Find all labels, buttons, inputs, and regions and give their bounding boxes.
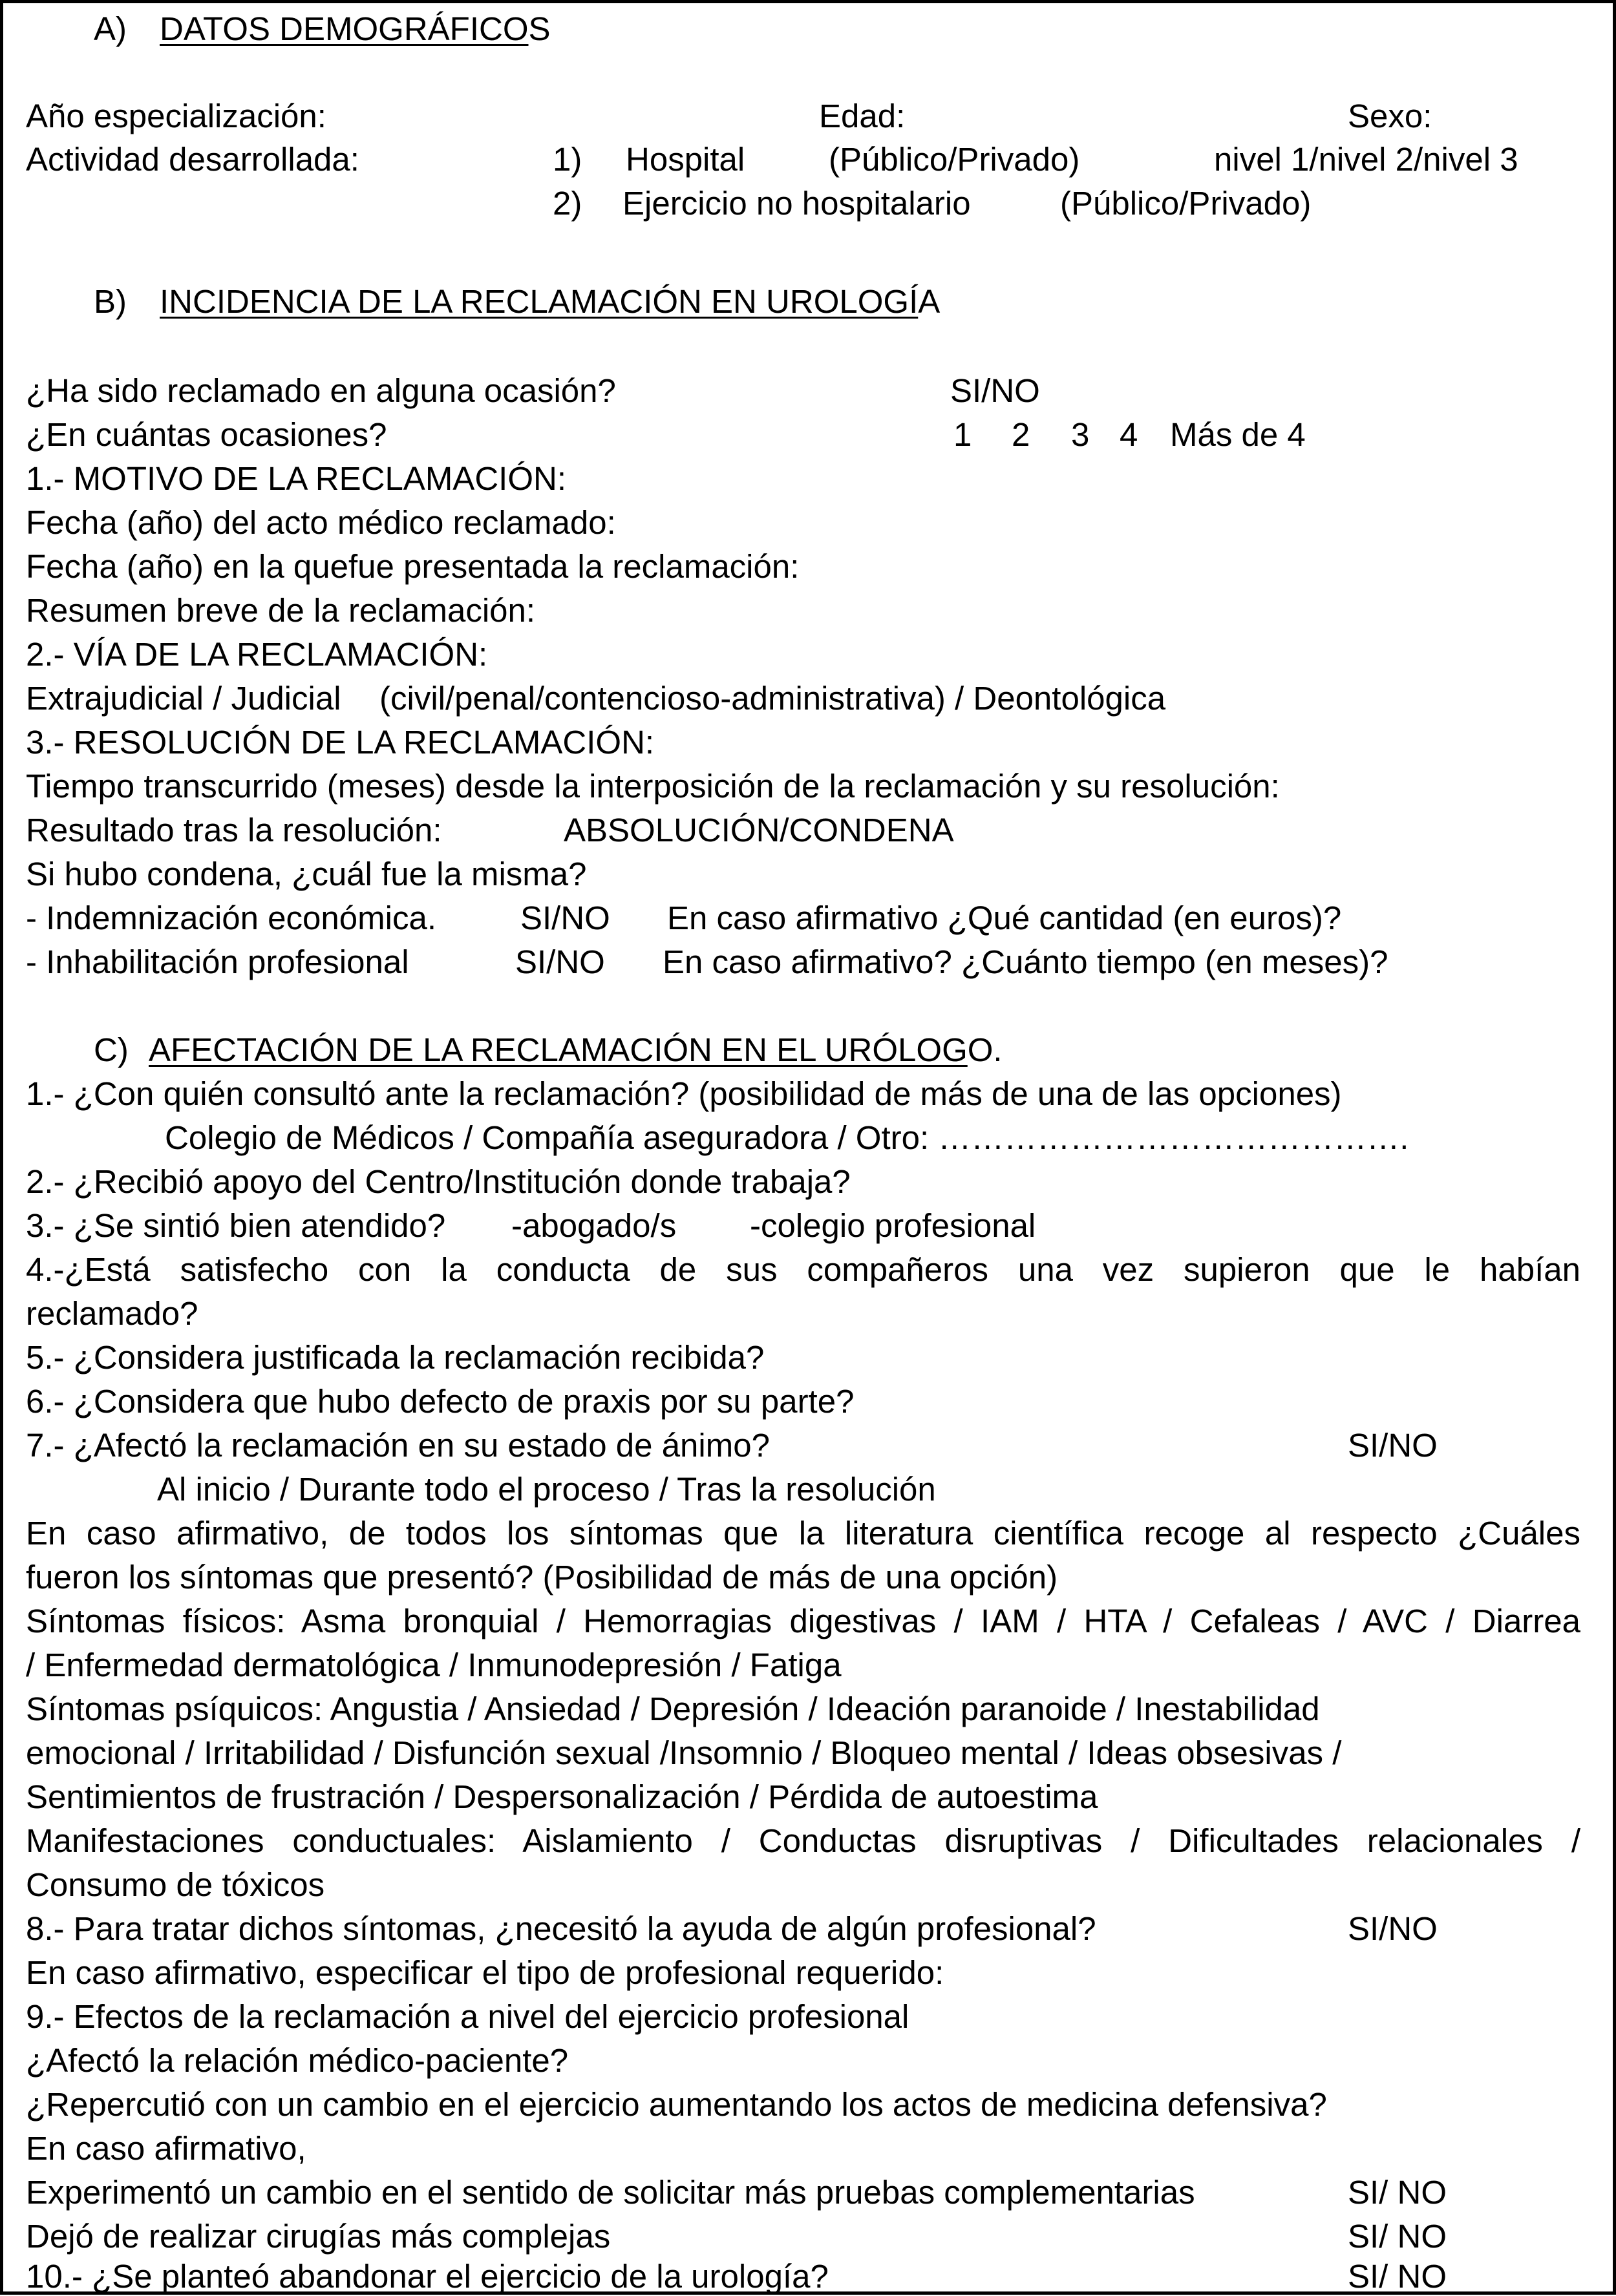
sintomas-psiquicos-3: Sentimientos de frustración / Despersonalización / Pérdida de autoestima	[26, 1778, 1098, 1815]
opcion-no-hospitalario-tipo: (Público/Privado)	[1060, 185, 1312, 222]
opcion-1-numero: 1)	[553, 141, 582, 178]
c-q9: 9.- Efectos de la reclamación a nivel del ejercicio profesional	[26, 1998, 909, 2035]
sintomas-intro-2: fueron los síntomas que presentó? (Posibilidad de más de una opción)	[26, 1559, 1058, 1596]
sintomas-fisicos-1: Síntomas físicos: Asma bronquial / Hemorragias digestivas / IAM / HTA / Cefaleas / AVC / Diarrea	[26, 1603, 1580, 1639]
inhabilitacion-tiempo: En caso afirmativo? ¿Cuánto tiempo (en meses)?	[663, 943, 1388, 980]
resolucion-title: 3.- RESOLUCIÓN DE LA RECLAMACIÓN:	[26, 724, 655, 761]
fecha-acto: Fecha (año) del acto médico reclamado:	[26, 504, 616, 541]
c-q1-opciones: Colegio de Médicos / Compañía aseguradora / Otro: …………………………………….	[165, 1119, 1409, 1156]
via-tipos: (civil/penal/contencioso-administrativa) / Deontológica	[379, 680, 1166, 717]
c-q9-medicina-defensiva: ¿Repercutió con un cambio en el ejercicio aumentando los actos de medicina defensiva?	[26, 2086, 1327, 2123]
resultado-label: Resultado tras la resolución:	[26, 812, 442, 848]
sexo-label: Sexo:	[1348, 98, 1432, 134]
manifestaciones-2: Consumo de tóxicos	[26, 1866, 325, 1903]
c-q4-line1: 4.-¿Está satisfecho con la conducta de sus compañeros una vez supieron que le habían	[26, 1251, 1580, 1288]
section-b-title-underlined: INCIDENCIA DE LA RECLAMACIÓN EN UROLOGÍ	[160, 283, 919, 320]
c-q8-profesional: En caso afirmativo, especificar el tipo de profesional requerido:	[26, 1954, 944, 1991]
si-condena: Si hubo condena, ¿cuál fue la misma?	[26, 856, 587, 892]
c-q9-pruebas-si-no: SI/ NO	[1348, 2174, 1447, 2211]
c-q9-caso-afirmativo: En caso afirmativo,	[26, 2130, 306, 2167]
resumen: Resumen breve de la reclamación:	[26, 592, 536, 629]
c-q4-line2: reclamado?	[26, 1295, 198, 1332]
section-a-title-underlined: DATOS DEMOGRÁFICO	[160, 10, 529, 47]
motivo-title: 1.- MOTIVO DE LA RECLAMACIÓN:	[26, 460, 566, 497]
manifestaciones-1: Manifestaciones conductuales: Aislamiento / Conductas disruptivas / Dificultades relacionales /	[26, 1822, 1580, 1859]
c-q8-si-no: SI/NO	[1348, 1910, 1438, 1947]
sintomas-psiquicos-2: emocional / Irritabilidad / Disfunción sexual /Insomnio / Bloqueo mental / Ideas obsesivas /	[26, 1734, 1342, 1771]
sintomas-intro-1: En caso afirmativo, de todos los síntomas que la literatura científica recoge al respecto ¿Cuáles	[26, 1515, 1580, 1552]
a-reclamado: SI/NO	[950, 372, 1040, 409]
section-c-title	[149, 1031, 1003, 1069]
c-q6: 6.- ¿Considera que hubo defecto de praxis por su parte?	[26, 1383, 855, 1420]
c-q2: 2.- ¿Recibió apoyo del Centro/Institución donde trabaja?	[26, 1163, 851, 1200]
section-b-title	[160, 282, 940, 321]
c-q10: 10.- ¿Se planteó abandonar el ejercicio de la urología?	[26, 2258, 829, 2295]
opcion-hospital-tipo: (Público/Privado)	[829, 141, 1080, 178]
section-a-title	[160, 10, 551, 48]
resultado-value: ABSOLUCIÓN/CONDENA	[564, 812, 954, 848]
ocasiones-opt-2: 2	[1012, 416, 1030, 453]
opcion-no-hospitalario: Ejercicio no hospitalario	[622, 185, 971, 222]
via-extrajudicial: Extrajudicial / Judicial	[26, 680, 341, 717]
indemnizacion-label: - Indemnización económica.	[26, 900, 436, 936]
indemnizacion-si-no: SI/NO	[520, 900, 610, 936]
indemnizacion-cantidad: En caso afirmativo ¿Qué cantidad (en euros)?	[667, 900, 1342, 936]
q-ocasiones: ¿En cuántas ocasiones?	[26, 416, 387, 453]
c-q9-pruebas: Experimentó un cambio en el sentido de solicitar más pruebas complementarias	[26, 2174, 1195, 2211]
q-reclamado: ¿Ha sido reclamado en alguna ocasión?	[26, 372, 616, 409]
sintomas-psiquicos-1: Síntomas psíquicos: Angustia / Ansiedad / Depresión / Ideación paranoide / Inestabilidad	[26, 1690, 1320, 1727]
section-c-title-rest: O.	[967, 1031, 1003, 1068]
opcion-hospital-nivel: nivel 1/nivel 2/nivel 3	[1214, 141, 1518, 178]
section-a-title-rest: S	[528, 10, 551, 47]
fecha-presentada: Fecha (año) en la quefue presentada la reclamación:	[26, 548, 800, 585]
actividad-label: Actividad desarrollada:	[26, 141, 359, 178]
c-q9-cirugias: Dejó de realizar cirugías más complejas	[26, 2218, 611, 2255]
section-a-letter: A)	[94, 10, 127, 47]
c-q3: 3.- ¿Se sintió bien atendido?	[26, 1207, 446, 1244]
section-b-letter: B)	[94, 283, 127, 320]
tiempo-transcurrido: Tiempo transcurrido (meses) desde la interposición de la reclamación y su resolución:	[26, 768, 1280, 805]
opcion-hospital: Hospital	[626, 141, 745, 178]
c-q3-colegio: -colegio profesional	[750, 1207, 1036, 1244]
edad-label: Edad:	[819, 98, 906, 134]
c-q9-relacion: ¿Afectó la relación médico-paciente?	[26, 2042, 569, 2079]
opcion-2-numero: 2)	[553, 185, 582, 222]
ocasiones-opt-4: 4	[1120, 416, 1138, 453]
anio-especializacion-label: Año especialización:	[26, 98, 326, 134]
section-c-title-underlined: AFECTACIÓN DE LA RECLAMACIÓN EN EL URÓLOG	[149, 1031, 968, 1068]
c-q9-cirugias-si-no: SI/ NO	[1348, 2218, 1447, 2255]
c-q7-si-no: SI/NO	[1348, 1427, 1438, 1464]
c-q10-si-no: SI/ NO	[1348, 2258, 1447, 2295]
inhabilitacion-si-no: SI/NO	[515, 943, 605, 980]
c-q7-opciones: Al inicio / Durante todo el proceso / Tras la resolución	[157, 1471, 936, 1508]
c-q1: 1.- ¿Con quién consultó ante la reclamación? (posibilidad de más de una de las opciones)	[26, 1075, 1342, 1112]
c-q7: 7.- ¿Afectó la reclamación en su estado de ánimo?	[26, 1427, 770, 1464]
ocasiones-opt-1: 1	[953, 416, 972, 453]
c-q5: 5.- ¿Considera justificada la reclamación recibida?	[26, 1339, 765, 1376]
c-q8: 8.- Para tratar dichos síntomas, ¿necesitó la ayuda de algún profesional?	[26, 1910, 1096, 1947]
section-b-title-rest: A	[918, 283, 941, 320]
inhabilitacion-label: - Inhabilitación profesional	[26, 943, 409, 980]
ocasiones-opt-3: 3	[1071, 416, 1090, 453]
section-a-heading	[94, 10, 127, 48]
via-title: 2.- VÍA DE LA RECLAMACIÓN:	[26, 636, 488, 673]
section-c-letter: C)	[94, 1031, 129, 1068]
ocasiones-opt-mas: Más de 4	[1170, 416, 1306, 453]
sintomas-fisicos-2: / Enfermedad dermatológica / Inmunodepresión / Fatiga	[26, 1647, 842, 1683]
c-q3-abogado: -abogado/s	[511, 1207, 677, 1244]
